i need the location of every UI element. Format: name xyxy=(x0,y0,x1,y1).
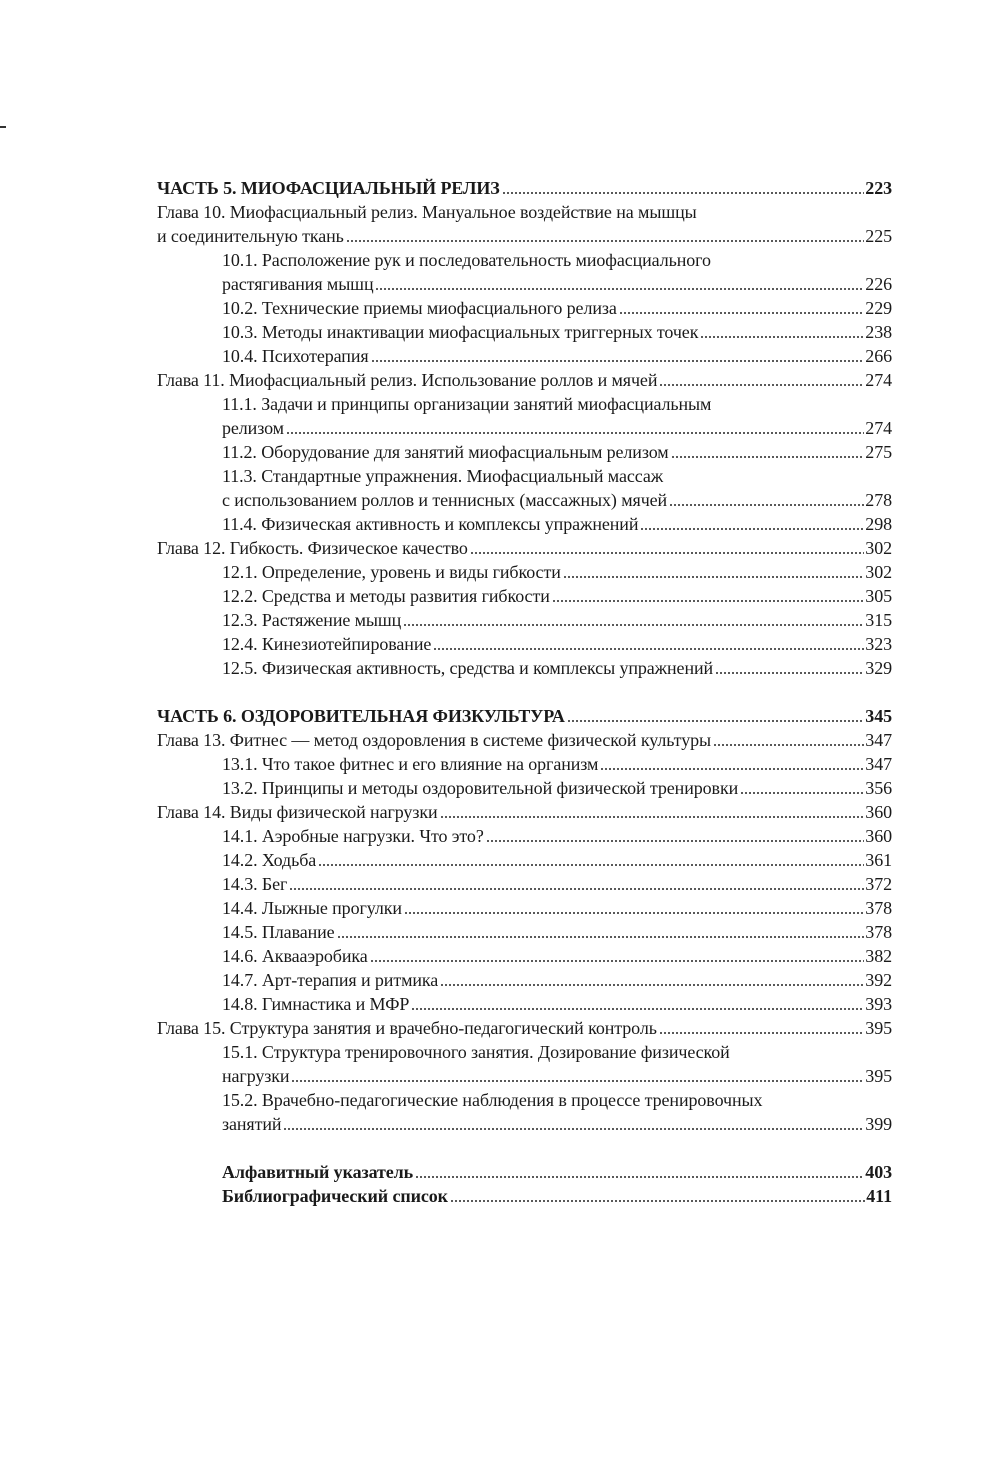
toc-title: 11.2. Оборудование для занятий миофасциальным релизом xyxy=(222,442,669,462)
toc-section-11-1[interactable] xyxy=(157,416,892,440)
toc-section-13-2[interactable] xyxy=(157,776,892,800)
toc-chapter-15[interactable] xyxy=(157,1016,892,1040)
toc-section-15-2[interactable] xyxy=(157,1112,892,1136)
toc-section-15-1-line1[interactable] xyxy=(157,1040,892,1064)
toc-page: 238 xyxy=(865,322,892,342)
toc-section-14-7[interactable] xyxy=(157,968,892,992)
toc-section-12-4[interactable] xyxy=(157,632,892,656)
toc-page: 378 xyxy=(865,922,892,942)
toc-section-14-6[interactable] xyxy=(157,944,892,968)
dot-leader xyxy=(659,384,864,386)
dot-leader xyxy=(669,504,864,506)
toc-title: Глава 15. Структура занятия и врачебно-педагогический контроль xyxy=(157,1018,657,1038)
toc-section-14-1[interactable] xyxy=(157,824,892,848)
toc-title: 14.3. Бег xyxy=(222,874,288,894)
toc-title: ЧАСТЬ 6. ОЗДОРОВИТЕЛЬНАЯ ФИЗКУЛЬТУРА xyxy=(157,706,565,726)
toc-page: 298 xyxy=(865,514,892,534)
dot-leader xyxy=(375,288,864,290)
dot-leader xyxy=(619,312,865,314)
dot-leader xyxy=(283,1128,864,1130)
dot-leader xyxy=(404,912,864,914)
toc-chapter-14[interactable] xyxy=(157,800,892,824)
toc-title: 14.1. Аэробные нагрузки. Что это? xyxy=(222,826,484,846)
toc-page: 323 xyxy=(865,634,892,654)
toc-page: 223 xyxy=(865,178,892,198)
toc-page: 360 xyxy=(865,802,892,822)
dot-leader xyxy=(600,768,864,770)
toc-section-15-2-line1[interactable] xyxy=(157,1088,892,1112)
toc-title: 14.8. Гимнастика и МФР xyxy=(222,994,410,1014)
toc-section-10-1-line1[interactable] xyxy=(157,248,892,272)
dot-leader xyxy=(486,840,865,842)
toc-page: 378 xyxy=(865,898,892,918)
toc-page: 356 xyxy=(865,778,892,798)
dot-leader xyxy=(740,792,864,794)
toc-page: 411 xyxy=(866,1186,892,1206)
toc-section-14-3[interactable] xyxy=(157,872,892,896)
toc-page: 226 xyxy=(865,274,892,294)
dot-leader xyxy=(346,240,865,242)
dot-leader xyxy=(502,192,865,194)
toc-chapter-10-line1[interactable] xyxy=(157,200,892,224)
dot-leader xyxy=(567,720,865,722)
toc-chapter-10[interactable] xyxy=(157,224,892,248)
dot-leader xyxy=(715,672,864,674)
dot-leader xyxy=(337,936,865,938)
toc-title: Глава 13. Фитнес — метод оздоровления в системе физической культуры xyxy=(157,730,711,750)
toc-title: 14.2. Ходьба xyxy=(222,850,317,870)
spacer xyxy=(157,680,892,704)
crop-mark xyxy=(0,126,6,128)
toc-title: Глава 14. Виды физической нагрузки xyxy=(157,802,438,822)
toc-page: 229 xyxy=(865,298,892,318)
dot-leader xyxy=(700,336,864,338)
toc-title: 15.1. Структура тренировочного занятия. Дозирование физической xyxy=(222,1042,730,1062)
dot-leader xyxy=(286,432,864,434)
toc-section-15-1[interactable] xyxy=(157,1064,892,1088)
toc-title: 14.7. Арт-терапия и ритмика xyxy=(222,970,439,990)
toc-chapter-12[interactable] xyxy=(157,536,892,560)
toc-title: 12.5. Физическая активность, средства и комплексы упражнений xyxy=(222,658,714,678)
toc-title: 12.4. Кинезиотейпирование xyxy=(222,634,432,654)
toc-title: 12.1. Определение, уровень и виды гибкости xyxy=(222,562,561,582)
toc-page: 393 xyxy=(865,994,892,1014)
dot-leader xyxy=(440,816,865,818)
toc-title: релизом xyxy=(222,418,284,438)
toc-title: 13.1. Что такое фитнес и его влияние на организм xyxy=(222,754,599,774)
toc-section-14-5[interactable] xyxy=(157,920,892,944)
dot-leader xyxy=(552,600,865,602)
toc-title: Глава 10. Миофасциальный релиз. Мануальное воздействие на мышцы xyxy=(157,202,697,222)
toc-page: 347 xyxy=(865,730,892,750)
toc-part-5[interactable] xyxy=(157,176,892,200)
dot-leader xyxy=(440,984,864,986)
toc-title: 14.5. Плавание xyxy=(222,922,335,942)
dot-leader xyxy=(563,576,865,578)
toc-alphabetical-index[interactable] xyxy=(157,1160,892,1184)
toc-title: и соединительную ткань xyxy=(157,226,344,246)
toc-title: с использованием роллов и теннисных (массажных) мячей xyxy=(222,490,668,510)
toc-title: растягивания мышц xyxy=(222,274,374,294)
toc-title: 12.2. Средства и методы развития гибкости xyxy=(222,586,550,606)
toc-title: 11.4. Физическая активность и комплексы упражнений xyxy=(222,514,639,534)
toc-section-10-4[interactable] xyxy=(157,344,892,368)
toc-page: 395 xyxy=(865,1066,892,1086)
toc-section-12-1[interactable] xyxy=(157,560,892,584)
toc-page: 347 xyxy=(865,754,892,774)
dot-leader xyxy=(640,528,864,530)
toc-section-10-1[interactable] xyxy=(157,272,892,296)
toc-title: Алфавитный указатель xyxy=(222,1162,414,1182)
dot-leader xyxy=(470,552,864,554)
toc-chapter-11[interactable] xyxy=(157,368,892,392)
toc-title: 14.6. Аквааэробика xyxy=(222,946,368,966)
toc-title: 10.1. Расположение рук и последовательность миофасциального xyxy=(222,250,711,270)
toc-title: 11.3. Стандартные упражнения. Миофасциальный массаж xyxy=(222,466,664,486)
dot-leader xyxy=(371,360,865,362)
toc-title: 10.4. Психотерапия xyxy=(222,346,369,366)
toc-title: ЧАСТЬ 5. МИОФАСЦИАЛЬНЫЙ РЕЛИЗ xyxy=(157,178,500,198)
toc-page: 305 xyxy=(865,586,892,606)
toc-title: 12.3. Растяжение мышц xyxy=(222,610,402,630)
toc-section-13-1[interactable] xyxy=(157,752,892,776)
toc-section-10-2[interactable] xyxy=(157,296,892,320)
toc-title: Глава 12. Гибкость. Физическое качество xyxy=(157,538,468,558)
toc-title: 10.2. Технические приемы миофасциального релиза xyxy=(222,298,617,318)
toc-title: занятий xyxy=(222,1114,282,1134)
dot-leader xyxy=(291,1080,864,1082)
dot-leader xyxy=(411,1008,864,1010)
toc-section-11-2[interactable] xyxy=(157,440,892,464)
spacer xyxy=(157,1136,892,1160)
toc-section-11-1-line1[interactable] xyxy=(157,392,892,416)
toc-page: 372 xyxy=(865,874,892,894)
toc-section-12-5[interactable] xyxy=(157,656,892,680)
toc-page: 315 xyxy=(865,610,892,630)
toc-section-12-3[interactable] xyxy=(157,608,892,632)
toc-page: 395 xyxy=(865,1018,892,1038)
toc-title: Библиографический список xyxy=(222,1186,448,1206)
toc-bibliography[interactable] xyxy=(157,1184,892,1208)
toc-title: 11.1. Задачи и принципы организации занятий миофасциальным xyxy=(222,394,712,414)
toc-page: 274 xyxy=(865,370,892,390)
dot-leader xyxy=(403,624,864,626)
toc-section-11-3[interactable] xyxy=(157,488,892,512)
dot-leader xyxy=(415,1176,864,1178)
toc-page: 392 xyxy=(865,970,892,990)
toc-page: 403 xyxy=(865,1162,892,1182)
dot-leader xyxy=(659,1032,864,1034)
dot-leader xyxy=(450,1200,865,1202)
toc-title: 14.4. Лыжные прогулки xyxy=(222,898,402,918)
toc-title: 10.3. Методы инактивации миофасциальных триггерных точек xyxy=(222,322,699,342)
toc-section-14-4[interactable] xyxy=(157,896,892,920)
toc-page: 361 xyxy=(865,850,892,870)
toc-page: 399 xyxy=(865,1114,892,1134)
toc-page: 382 xyxy=(865,946,892,966)
toc-section-14-8[interactable] xyxy=(157,992,892,1016)
toc-section-11-4[interactable] xyxy=(157,512,892,536)
toc-chapter-13[interactable] xyxy=(157,728,892,752)
toc-page: 302 xyxy=(865,562,892,582)
toc-page: 278 xyxy=(865,490,892,510)
toc-page: 275 xyxy=(865,442,892,462)
toc-page: 345 xyxy=(865,706,892,726)
dot-leader xyxy=(289,888,864,890)
toc-title: 15.2. Врачебно-педагогические наблюдения в процессе тренировочных xyxy=(222,1090,763,1110)
toc-page: 274 xyxy=(865,418,892,438)
toc-page: 302 xyxy=(865,538,892,558)
toc-section-11-3-line1[interactable] xyxy=(157,464,892,488)
toc-page: 360 xyxy=(865,826,892,846)
dot-leader xyxy=(370,960,865,962)
toc-title: Глава 11. Миофасциальный релиз. Использование роллов и мячей xyxy=(157,370,658,390)
dot-leader xyxy=(433,648,864,650)
toc-title: 13.2. Принципы и методы оздоровительной физической тренировки xyxy=(222,778,739,798)
dot-leader xyxy=(671,456,865,458)
toc-section-14-2[interactable] xyxy=(157,848,892,872)
dot-leader xyxy=(713,744,864,746)
toc-section-12-2[interactable] xyxy=(157,584,892,608)
table-of-contents xyxy=(157,176,892,1208)
dot-leader xyxy=(318,864,864,866)
toc-title: нагрузки xyxy=(222,1066,290,1086)
toc-page: 225 xyxy=(865,226,892,246)
toc-part-6[interactable] xyxy=(157,704,892,728)
toc-section-10-3[interactable] xyxy=(157,320,892,344)
toc-page: 329 xyxy=(865,658,892,678)
toc-page: 266 xyxy=(865,346,892,366)
